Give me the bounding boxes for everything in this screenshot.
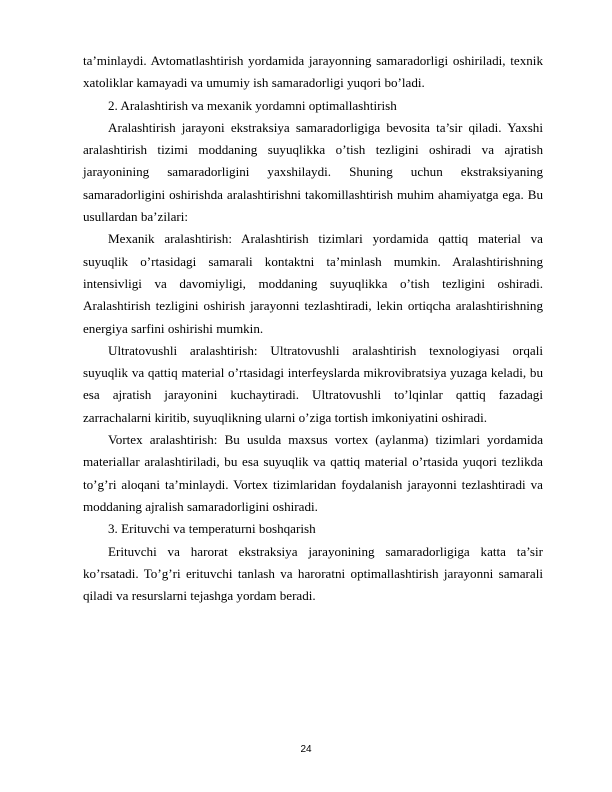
section-heading-solvent: 3. Erituvchi va temperaturni boshqarish <box>108 521 316 537</box>
section-heading-mixing: 2. Aralashtirish va mexanik yordamni optimallashtirish <box>108 97 397 113</box>
paragraph-solvent-temperature: Erituvchi va harorat ekstraksiya jarayonining samaradorligiga katta ta’sir ko’rsatadi. To’g’ri erituvchi tanlash va haroratni optimallashtirish jarayonni samarali qiladi va resurslarni tejashga yordam beradi. <box>83 543 543 604</box>
page-number: 24 <box>300 744 312 755</box>
paragraph-mechanical-mixing: Mexanik aralashtirish: Aralashtirish tizimlari yordamida qattiq material va suyuqlik o’rtasidagi samarali kontaktni ta’minlash mumkin. Aralashtirishning intensivligi va davomiyligi, moddaning suyuqlikka o’tish tezligini oshiradi. Aralashtirish tezligini oshirish jarayonni tezlashtiradi, lekin ortiqcha aralashtirishning energiya sarfini oshirishi mumkin. <box>83 231 543 336</box>
paragraph-continuation: ta’minlaydi. Avtomatlashtirish yordamida jarayonning samaradorligi oshiriladi, texnik xatoliklar kamayadi va umumiy ish samaradorligi yuqori bo’ladi. <box>83 53 543 91</box>
paragraph-ultrasonic-mixing: Ultratovushli aralashtirish: Ultratovushli aralashtirish texnologiyasi orqali suyuqlik va qattiq material o’rtasidagi interfeyslarda mikrovibratsiya yuzaga keladi, bu esa ajratish jarayonini kuchaytiradi. Ultratovushli to’lqinlar qattiq fazadagi zarrachalarni kiritib, suyuqlikning ularni o’ziga tortish imkoniyatini oshiradi. <box>83 342 543 425</box>
paragraph-vortex-mixing: Vortex aralashtirish: Bu usulda maxsus vortex (aylanma) tizimlari yordamida materiallar aralashtiriladi, bu esa suyuqlik va qattiq material o’rtasida yuqori tezlikda to’g’ri aloqani ta’minlaydi. Vortex tizimlaridan foydalanish jarayonni tezlashtiradi va moddaning ajralish samaradorligini oshiradi. <box>83 432 543 514</box>
page-body <box>83 50 543 607</box>
paragraph-mixing-intro: Aralashtirish jarayoni ekstraksiya samaradorligiga bevosita ta’sir qiladi. Yaxshi aralashtirish tizimi moddaning suyuqlikka o’tish tezligini oshiradi va ajratish jarayonining samaradorligini yaxshilaydi. Shuning uchun ekstraksiyaning samaradorligini oshirishda aralashtirishni takomillashtirish muhim ahamiyatga ega. Bu usullardan ba’zilari: <box>83 119 543 225</box>
